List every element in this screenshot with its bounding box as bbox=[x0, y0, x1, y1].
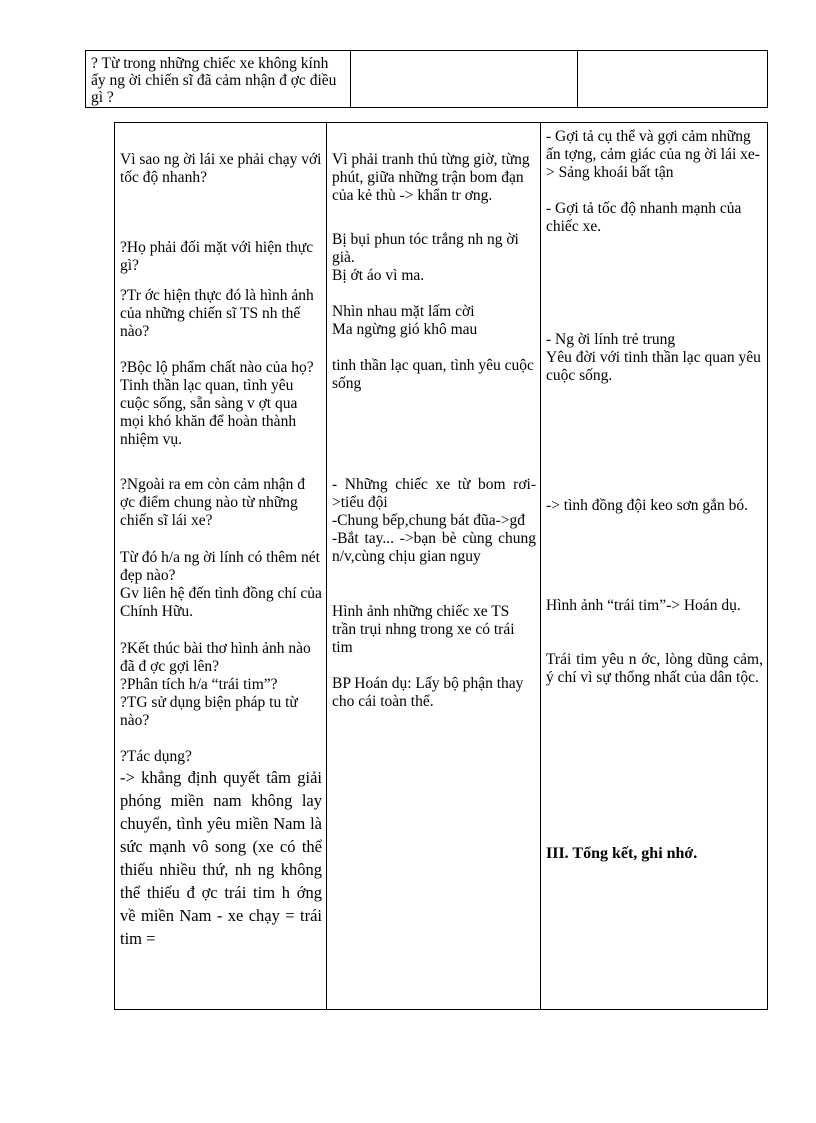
note-heart-metonymy: Hình ảnh “trái tim”-> Hoán dụ. bbox=[546, 597, 741, 614]
question-effect: ?Tác dụng? bbox=[120, 748, 192, 765]
question-beauty: Từ đó h/a ng ời lính có thêm nét đẹp nào? Gv liên hệ đến tình đồng chí của Chính Hữu. bbox=[120, 549, 322, 620]
table-row bbox=[86, 51, 768, 108]
top-empty-cell-2 bbox=[351, 51, 578, 108]
table-row bbox=[115, 123, 768, 1010]
top-question-text: ? Từ trong những chiếc xe không kính ấy ng ời chiến sĩ đã cảm nhận đ ợc điều gì ? bbox=[91, 55, 337, 106]
answer-metonymy: BP Hoán dụ: Lấy bộ phận thay cho cái toàn thể. bbox=[332, 675, 524, 710]
question-reality: ?Họ phải đối mặt với hiện thực gì? bbox=[120, 239, 314, 274]
answer-heart-image: Hình ảnh những chiếc xe TS trần trụi nhng trong xe có trái tim bbox=[332, 603, 515, 656]
question-image: ?Tr ớc hiện thực đó là hình ảnh của những chiến sĩ TS nh thế nào? bbox=[120, 287, 314, 340]
answer-common: - Những chiếc xe từ bom rơi->tiểu đội -Chung bếp,chung bát đũa->gđ -Bắt tay... ->bạn bè cùng chung n/v,cùng chịu gian nguy bbox=[332, 476, 536, 565]
note-speed: - Gợi tả tốc độ nhanh mạnh của chiếc xe. bbox=[546, 200, 742, 235]
top-table bbox=[85, 50, 768, 108]
effect-explanation: -> khẳng định quyết tâm giải phóng miền nam không lay chuyển, tình yêu miền Nam là sức mạnh vô song (xe có thể thiếu nhiều thứ, nh ng không thể thiếu đ ợc trái tim h ớng về miền Nam - xe chạy = trái tim = bbox=[120, 768, 322, 948]
answer-speed: Vì phải tranh thủ từng giờ, từng phút, giữa những trận bom đạn của kẻ thù -> khẩn tr ơng. bbox=[332, 151, 530, 204]
question-common: ?Ngoài ra em còn cảm nhận đ ợc điểm chung nào từ những chiến sĩ lái xe? bbox=[120, 476, 306, 529]
notes-column bbox=[541, 123, 768, 1010]
top-empty-cell-3 bbox=[578, 51, 768, 108]
note-sensation: - Gợi tả cụ thể và gợi cảm những ấn tợng, cảm giác của ng ời lái xe-> Sảng khoái bất tận bbox=[546, 128, 760, 181]
question-heart: ?Kết thúc bài thơ hình ảnh nào đã đ ợc gợi lên? ?Phân tích h/a “trái tim”? ?TG sử dụng biện pháp tu từ nào? bbox=[120, 640, 311, 729]
note-comradeship: -> tình đồng đội keo sơn gắn bó. bbox=[546, 497, 749, 514]
top-question-cell bbox=[86, 51, 351, 108]
question-speed: Vì sao ng ời lái xe phải chạy với tốc độ nhanh? bbox=[120, 151, 322, 186]
teacher-questions-column bbox=[115, 123, 327, 1010]
student-answers-column bbox=[327, 123, 541, 1010]
note-young-soldier: - Ng ời lính trẻ trung Yêu đời với tinh thần lạc quan yêu cuộc sống. bbox=[546, 331, 761, 384]
question-quality: ?Bộc lộ phẩm chất nào của họ? Tinh thần lạc quan, tình yêu cuộc sống, sẵn sàng v ợt qua mọi khó khăn để hoàn thành nhiệm vụ. bbox=[120, 359, 314, 448]
lesson-table bbox=[114, 122, 768, 1010]
section-heading-summary: III. Tổng kết, ghi nhớ. bbox=[546, 845, 698, 862]
note-heart-meaning: Trái tim yêu n ớc, lòng dũng cảm, ý chí vì sự thống nhất của dân tộc. bbox=[546, 651, 763, 686]
answer-quality: tinh thần lạc quan, tình yêu cuộc sống bbox=[332, 357, 534, 392]
answer-image: Nhìn nhau mặt lấm cời Ma ngừng gió khô mau bbox=[332, 303, 478, 338]
answer-reality: Bị bụi phun tóc trắng nh ng ời già. Bị ớt áo vì ma. bbox=[332, 231, 519, 284]
